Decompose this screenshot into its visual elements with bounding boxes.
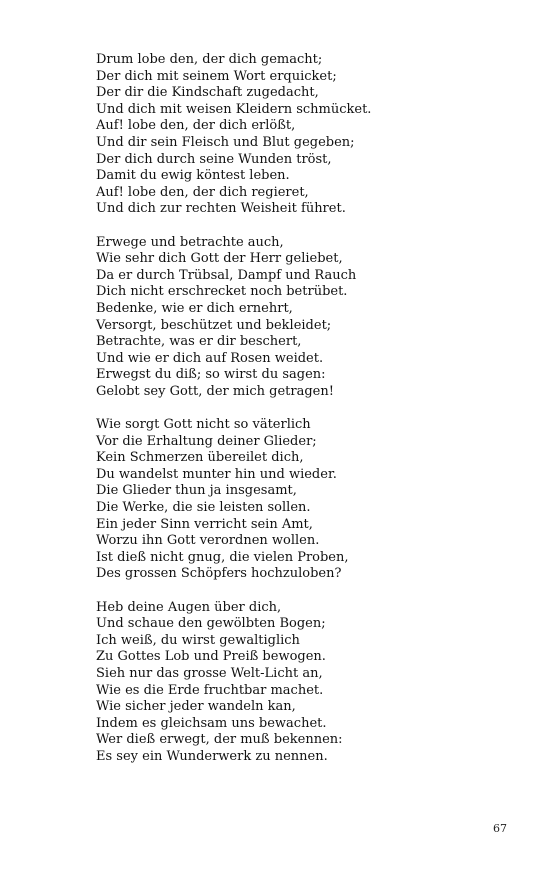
poem-line: Wie sehr dich Gott der Herr geliebet, xyxy=(96,251,343,267)
poem-line: Wie es die Erde fruchtbar machet. xyxy=(96,682,324,698)
poem-line: Und wie er dich auf Rosen weidet. xyxy=(96,350,324,366)
poem-line: Worzu ihn Gott verordnen wollen. xyxy=(96,533,320,549)
poem-line: Da er durch Trübsal, Dampf und Rauch xyxy=(96,267,357,283)
poem-line: Auf! lobe den, der dich regieret, xyxy=(96,184,309,200)
poem-line: Ein jeder Sinn verricht sein Amt, xyxy=(96,516,313,532)
poem-line: Bedenke, wie er dich ernehrt, xyxy=(96,300,293,316)
stanza-2 xyxy=(96,235,516,401)
stanza-4 xyxy=(96,600,516,766)
poem-line: Ist dieß nicht gnug, die vielen Proben, xyxy=(96,549,349,565)
poem-line: Versorgt, beschützet und bekleidet; xyxy=(96,317,332,333)
poem-line: Gelobt sey Gott, der mich getragen! xyxy=(96,383,334,399)
poem-line: Wie sorgt Gott nicht so väterlich xyxy=(96,417,311,433)
poem-line: Die Werke, die sie leisten sollen. xyxy=(96,500,311,516)
poem-line: Du wandelst munter hin und wieder. xyxy=(96,466,337,482)
poem-line: Wie sicher jeder wandeln kan, xyxy=(96,699,296,715)
poem-line: Indem es gleichsam uns bewachet. xyxy=(96,715,327,731)
page-number: 67 xyxy=(493,822,507,835)
poem-line: Der dich durch seine Wunden tröst, xyxy=(96,151,332,167)
poem-line: Sieh nur das grosse Welt-Licht an, xyxy=(96,665,323,681)
poem-line: Dich nicht erschrecket noch betrübet. xyxy=(96,284,348,300)
poem-line: Und schaue den gewölbten Bogen; xyxy=(96,616,326,632)
poem-line: Der dich mit seinem Wort erquicket; xyxy=(96,68,337,84)
poem-line: Kein Schmerzen übereilet dich, xyxy=(96,450,304,466)
poem-line: Und dich zur rechten Weisheit führet. xyxy=(96,201,346,217)
poem-line: Auf! lobe den, der dich erlößt, xyxy=(96,118,296,134)
poem-line: Erwege und betrachte auch, xyxy=(96,234,284,250)
poem-line: Der dir die Kindschaft zugedacht, xyxy=(96,85,319,101)
poem-line: Vor die Erhaltung deiner Glieder; xyxy=(96,433,317,449)
poem-line: Und dir sein Fleisch und Blut gegeben; xyxy=(96,134,355,150)
poem-body xyxy=(96,52,516,782)
poem-line: Zu Gottes Lob und Preiß bewogen. xyxy=(96,649,326,665)
poem-line: Betrachte, was er dir beschert, xyxy=(96,334,302,350)
poem-line: Es sey ein Wunderwerk zu nennen. xyxy=(96,748,328,764)
poem-line: Damit du ewig köntest leben. xyxy=(96,168,290,184)
poem-line: Erwegst du diß; so wirst du sagen: xyxy=(96,367,326,383)
poem-line: Heb deine Augen über dich, xyxy=(96,599,282,615)
poem-line: Ich weiß, du wirst gewaltiglich xyxy=(96,632,300,648)
poem-line: Und dich mit weisen Kleidern schmücket. xyxy=(96,101,372,117)
poem-line: Wer dieß erwegt, der muß bekennen: xyxy=(96,732,343,748)
stanza-1 xyxy=(96,52,516,218)
poem-line: Drum lobe den, der dich gemacht; xyxy=(96,52,323,67)
poem-line: Die Glieder thun ja insgesamt, xyxy=(96,483,297,499)
stanza-3 xyxy=(96,417,516,583)
poem-line: Des grossen Schöpfers hochzuloben? xyxy=(96,566,342,582)
